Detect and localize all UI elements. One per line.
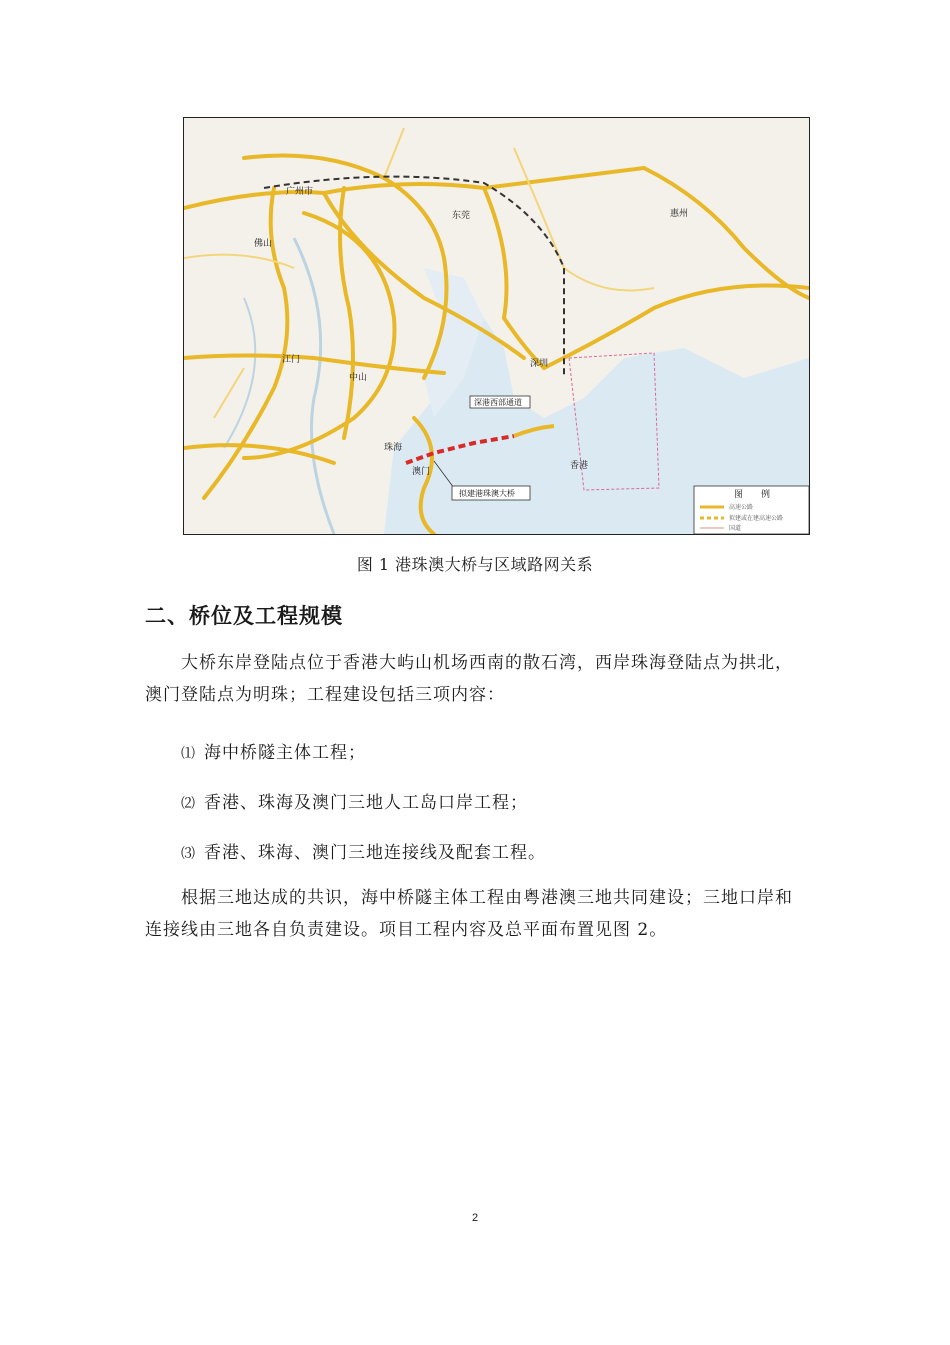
callout-bridge: 拟建港珠澳大桥 [459,489,515,498]
label-shenzhen: 深圳 [530,359,549,369]
label-dongguan: 东莞 [452,211,471,221]
map-legend [694,486,809,534]
label-macau: 澳门 [412,467,431,477]
list-item-number: ⑵ [181,796,196,812]
label-guangzhou: 广州市 [286,187,314,197]
paragraph-landing-points: 大桥东岸登陆点位于香港大屿山机场西南的散石湾，西岸珠海登陆点为拱北，澳门登陆点为明珠；工程建设包括三项内容： [145,653,793,705]
list-item [181,738,366,763]
list-item-text: 香港、珠海、澳门三地连接线及配套工程。 [204,843,546,863]
legend-title: 图 例 [734,490,771,500]
list-item [181,788,528,813]
callout-shenzhen-bay: 深港西部通道 [474,398,522,407]
figure-caption: 图 1 港珠澳大桥与区域路网关系 [356,555,594,574]
list-item-text: 香港、珠海及澳门三地人工岛口岸工程； [204,793,528,813]
label-hongkong: 香港 [570,461,589,471]
section-title: 二、桥位及工程规模 [145,604,343,628]
list-item-number: ⑴ [181,746,196,762]
label-foshan: 佛山 [254,239,273,249]
label-huizhou: 惠州 [670,209,689,219]
page-number: 2 [471,1212,479,1224]
map-figure [183,117,810,535]
legend-item-national-road: 国道 [729,525,742,532]
label-zhongshan: 中山 [349,373,368,383]
list-item [181,838,546,863]
list-item-number: ⑶ [181,846,196,862]
label-jiangmen: 江门 [282,355,301,365]
legend-item-planned: 拟建或在建高速公路 [729,515,784,522]
paragraph-consensus: 根据三地达成的共识，海中桥隧主体工程由粤港澳三地共同建设；三地口岸和连接线由三地各自负责建设。项目工程内容及总平面布置见图 2。 [145,888,793,940]
regional-road-map [184,118,809,534]
legend-item-expressway: 高速公路 [729,504,754,511]
label-zhuhai: 珠海 [384,443,403,453]
list-item-text: 海中桥隧主体工程； [204,743,366,763]
